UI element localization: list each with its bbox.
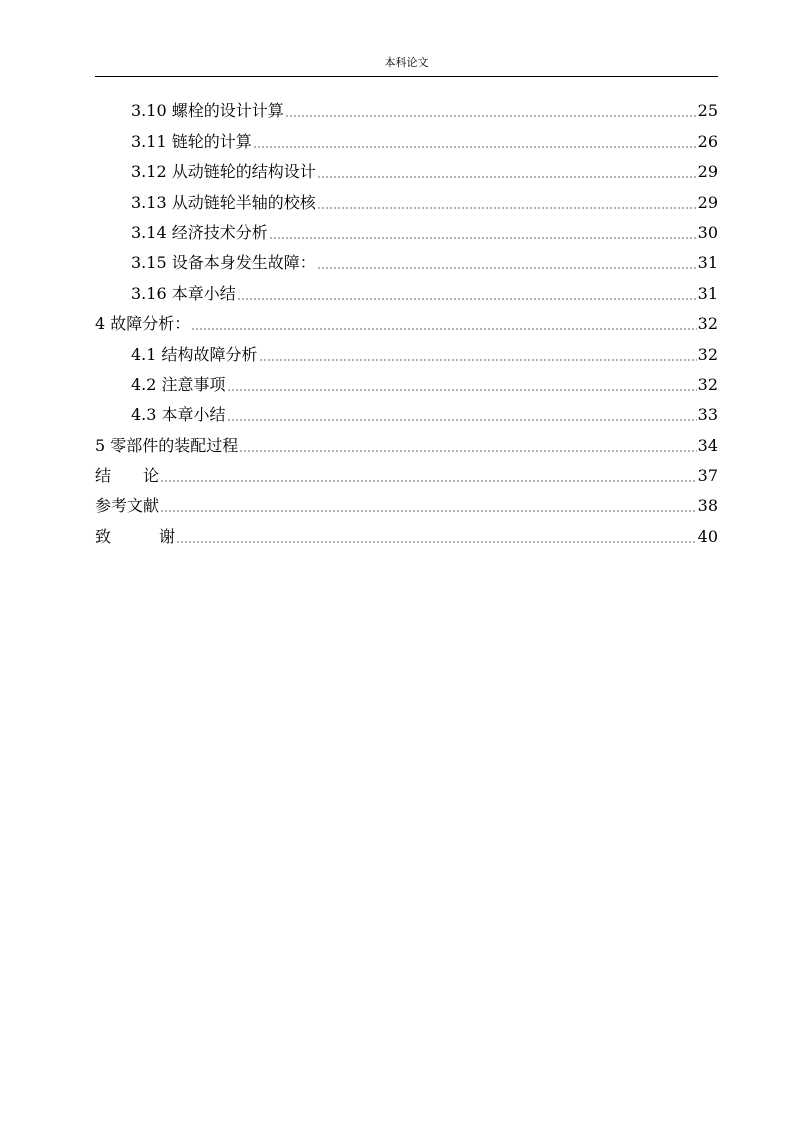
toc-entry-title: 参考文献 (95, 496, 160, 516)
toc-entry[interactable] (95, 92, 718, 122)
toc-entry[interactable] (95, 487, 718, 517)
table-of-contents (95, 92, 718, 548)
toc-dot-leader (160, 480, 697, 482)
toc-entry[interactable] (95, 335, 718, 365)
toc-dot-leader (259, 359, 697, 361)
page-header: 本科论文 (384, 56, 429, 69)
toc-entry[interactable] (95, 366, 718, 396)
toc-entry-title: 4.1 结构故障分析 (131, 344, 258, 364)
toc-dot-leader (227, 419, 697, 421)
toc-dot-leader (176, 541, 697, 543)
toc-dot-leader (160, 510, 697, 512)
toc-entry[interactable] (95, 274, 718, 304)
toc-entry-title: 5 零部件的装配过程 (95, 435, 239, 455)
toc-dot-leader (285, 115, 697, 117)
toc-dot-leader (237, 298, 697, 300)
toc-entry-page: 25 (697, 101, 718, 121)
toc-entry-page: 26 (697, 131, 718, 151)
toc-dot-leader (191, 328, 696, 330)
toc-entry-page: 32 (697, 374, 718, 394)
toc-entry-page: 32 (697, 314, 718, 334)
toc-entry[interactable] (95, 426, 718, 456)
toc-entry-page: 38 (697, 496, 718, 516)
toc-entry-title: 4 故障分析： (95, 314, 191, 334)
toc-entry-page: 32 (697, 344, 718, 364)
toc-entry-title: 3.16 本章小结 (131, 283, 236, 303)
toc-entry-page: 29 (697, 162, 718, 182)
toc-entry-page: 40 (697, 526, 718, 546)
toc-dot-leader (317, 267, 697, 269)
toc-entry[interactable] (95, 183, 718, 213)
toc-entry-page: 34 (697, 435, 718, 455)
toc-entry-title: 3.11 链轮的计算 (131, 131, 252, 151)
toc-entry-page: 31 (697, 253, 718, 273)
toc-entry-title: 3.13 从动链轮半轴的校核 (131, 192, 316, 212)
toc-entry[interactable] (95, 122, 718, 152)
toc-entry[interactable] (95, 153, 718, 183)
toc-entry-page: 33 (697, 405, 718, 425)
toc-entry-title: 3.15 设备本身发生故障： (131, 253, 316, 273)
toc-entry-title: 4.2 注意事项 (131, 374, 226, 394)
toc-dot-leader (253, 146, 697, 148)
toc-entry[interactable] (95, 305, 718, 335)
toc-entry[interactable] (95, 244, 718, 274)
toc-entry-title: 3.12 从动链轮的结构设计 (131, 162, 316, 182)
toc-entry-title: 致 谢 (95, 526, 176, 546)
toc-entry-page: 30 (697, 222, 718, 242)
header-rule (95, 76, 718, 77)
toc-entry-title: 3.14 经济技术分析 (131, 222, 268, 242)
toc-dot-leader (317, 176, 697, 178)
toc-entry-page: 29 (697, 192, 718, 212)
toc-dot-leader (317, 207, 697, 209)
toc-entry-title: 4.3 本章小结 (131, 405, 226, 425)
toc-dot-leader (239, 450, 696, 452)
toc-entry-page: 31 (697, 283, 718, 303)
toc-entry-title: 3.10 螺栓的设计计算 (131, 101, 284, 121)
toc-entry-page: 37 (697, 466, 718, 486)
toc-entry[interactable] (95, 517, 718, 547)
toc-entry[interactable] (95, 457, 718, 487)
toc-dot-leader (227, 389, 697, 391)
toc-dot-leader (269, 237, 697, 239)
toc-entry[interactable] (95, 214, 718, 244)
toc-entry-title: 结 论 (95, 466, 160, 486)
toc-entry[interactable] (95, 396, 718, 426)
